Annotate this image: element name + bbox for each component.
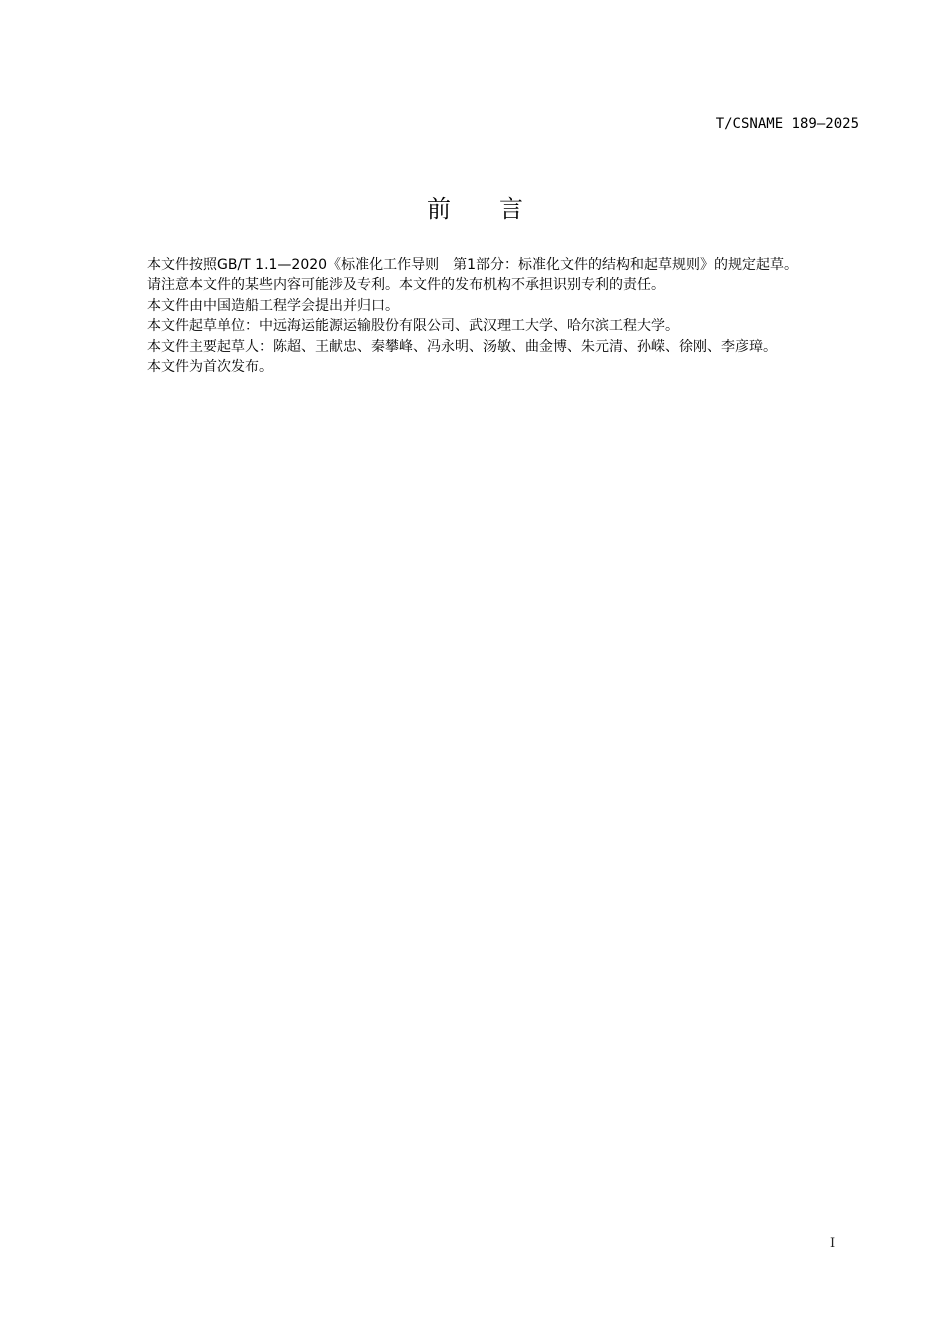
standard-code: T/CSNAME 189—2025 — [715, 116, 859, 132]
paragraph-proposer: 本文件由中国造船工程学会提出并归口。 — [147, 297, 399, 314]
foreword-body — [114, 255, 860, 377]
paragraph-drafting-units: 本文件起草单位：中远海运能源运输股份有限公司、武汉理工大学、哈尔滨工程大学。 — [147, 318, 679, 335]
paragraph-drafters: 本文件主要起草人：陈超、王献忠、秦攀峰、冯永明、汤敏、曲金博、朱元清、孙嵘、徐刚、李彦璋。 — [147, 338, 777, 355]
paragraph-first-release: 本文件为首次发布。 — [147, 359, 273, 376]
paragraph-drafting-rules: 本文件按照GB/T 1.1—2020《标准化工作导则 第1部分：标准化文件的结构和起草规则》的规定起草。 — [147, 257, 798, 273]
page-number: I — [830, 1236, 836, 1251]
paragraph-patent-notice: 请注意本文件的某些内容可能涉及专利。本文件的发布机构不承担识别专利的责任。 — [147, 277, 665, 294]
page-title: 前言 — [427, 195, 571, 223]
